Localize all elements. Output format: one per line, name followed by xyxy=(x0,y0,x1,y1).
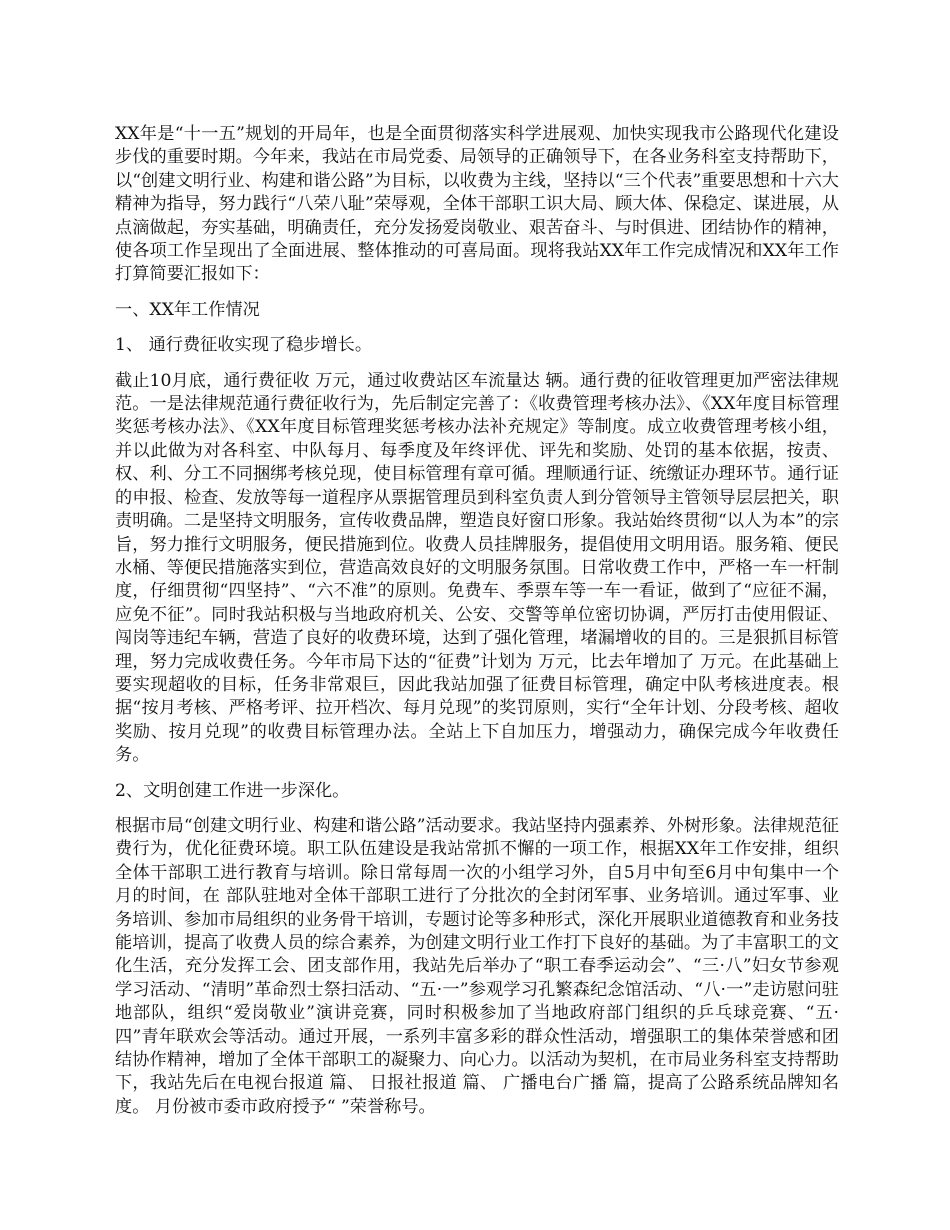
item2-heading: 2、文明创建工作进一步深化。 xyxy=(115,780,350,801)
item1-body-paragraph: 截止10月底，通行费征收 万元，通过收费站区车流量达 辆。通行费的征收管理更加严密法律规范。一是法律规范通行费征收行为，先后制定完善了：《收费管理考核办法》、《XX年度目标管理奖惩考核办法》、《XX年度目标管理奖惩考核办法补充规定》等制度。成立收费管理考核小组，并以此做为对各科室、中队每月、每季度及年终评优、评先和奖励、处罚的基本依据，按责、权、利、分工不同捆绑考核兑现，使目标管理有章可循。理顺通行证、统缴证办理环节。通行证的申报、检查、发放等每一道程序从票据管理员到科室负责人到分管领导主管领导层层把关，职责明确。二是坚持文明服务，宣传收费品牌，塑造良好窗口形象。我站始终贯彻“以人为本”的宗旨，努力推行文明服务，便民措施到位。收费人员挂牌服务，提倡使用文明用语。服务箱、便民水桶、等便民措施落实到位，营造高效良好的文明服务氛围。日常收费工作中，严格一车一杆制度，仔细贯彻“四坚持”、“六不准”的原则。免费车、季票车等一车一看证，做到了“应征不漏，应免不征”。同时我站积极与当地政府机关、公安、交警等单位密切协调，严厉打击使用假证、闯岗等违纪车辆，营造了良好的收费环境，达到了强化管理，堵漏增收的目的。三是狠抓目标管理，努力完成收费任务。今年市局下达的“征费”计划为 万元，比去年增加了 万元。在此基础上要实现超收的目标，任务非常艰巨，因此我站加强了征费目标管理，确定中队考核进度表。根据“按月考核、严格考评、拉开档次、每月兑现”的奖罚原则，实行“全年计划、分段考核、超收奖励、按月兑现”的收费目标管理办法。全站上下自加压力，增强动力，确保完成今年收费任务。 xyxy=(115,370,839,766)
intro-paragraph: XX年是“十一五”规划的开局年，也是全面贯彻落实科学进展观、加快实现我市公路现代化建设步伐的重要时期。今年来，我站在市局党委、局领导的正确领导下，在各业务科室支持帮助下，以“创建文明行业、构建和谐公路”为目标，以收费为主线，坚持以“三个代表”重要思想和十六大精神为指导，努力践行“八荣八耻”荣辱观，全体干部职工识大局、顾大体、保稳定、谋进展，从点滴做起，夯实基础，明确责任，充分发扬爱岗敬业、艰苦奋斗、与时俱进、团结协作的精神，使各项工作呈现出了全面进展、整体推动的可喜局面。现将我站XX年工作完成情况和XX年工作打算简要汇报如下： xyxy=(115,124,839,285)
section-heading: 一、XX年工作情况 xyxy=(115,299,260,320)
item2-body-paragraph: 根据市局“创建文明行业、构建和谐公路”活动要求。我站坚持内强素养、外树形象。法律规范征费行为，优化征费环境。职工队伍建设是我站常抓不懈的一项工作，根据XX年工作安排，组织全体干部职工进行教育与培训。除日常每周一次的小组学习外，自5月中旬至6月中旬集中一个月的时间，在 部队驻地对全体干部职工进行了分批次的全封闭军事、业务培训。通过军事、业务培训、参加市局组织的业务骨干培训，专题讨论等多种形式，深化开展职业道德教育和业务技能培训，提高了收费人员的综合素养，为创建文明行业工作打下良好的基础。为了丰富职工的文化生活，充分发挥工会、团支部作用，我站先后举办了“职工春季运动会”、“三·八”妇女节参观学习活动、“清明”革命烈士祭扫活动、“五·一”参观学习孔繁森纪念馆活动、“八·一”走访慰问驻地部队，组织“爱岗敬业”演讲竞赛，同时积极参加了当地政府部门组织的乒乓球竞赛、“五·四”青年联欢会等活动。通过开展，一系列丰富多彩的群众性活动，增强职工的集体荣誉感和团结协作精神，增加了全体干部职工的凝聚力、向心力。以活动为契机，在市局业务科室支持帮助下，我站先后在电视台报道 篇、 日报社报道 篇、 广播电台广播 篇，提高了公路系统品牌知名度。 月份被市委市政府授予“ ”荣誉称号。 xyxy=(115,815,839,1117)
item1-heading: 1、 通行费征收实现了稳步增长。 xyxy=(115,335,373,356)
document-content xyxy=(115,123,839,1119)
